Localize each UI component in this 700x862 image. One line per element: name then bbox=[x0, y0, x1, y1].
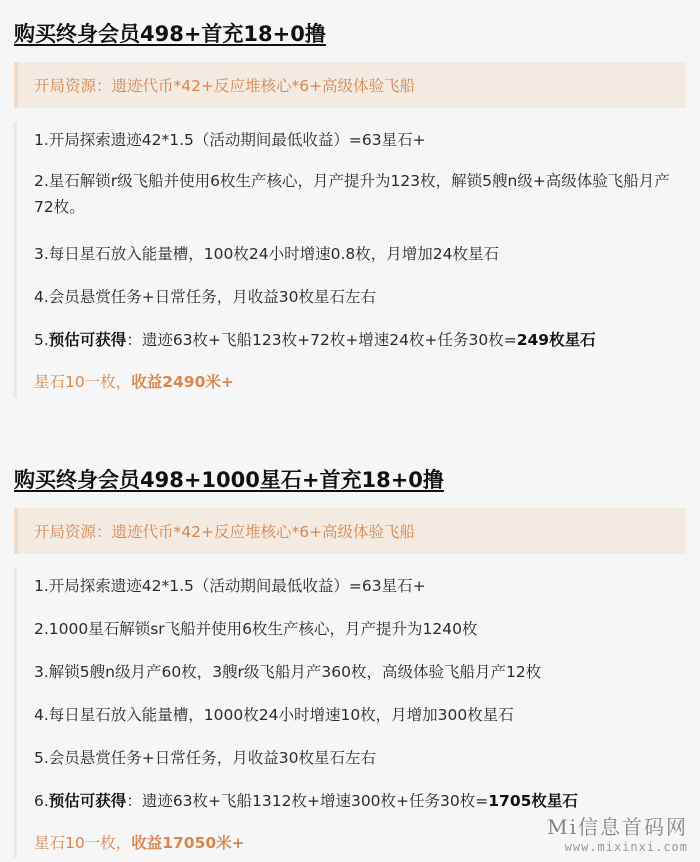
estimate-body: ：遗迹63枚+飞船1312枚+增速300枚+任务30枚= bbox=[126, 792, 489, 810]
estimate-label: 预估可获得 bbox=[48, 331, 127, 349]
estimate-prefix: 6. bbox=[34, 792, 49, 810]
estimate-label: 预估可获得 bbox=[48, 792, 127, 810]
estimate-total: 1705枚星石 bbox=[488, 792, 578, 810]
list-item: 2.星石解锁r级飞船并使用6枚生产核心，月产提升为123枚，解锁5艘n级+高级体验飞船月产72枚。 bbox=[34, 172, 670, 216]
list-item: 3.每日星石放入能量槽，100枚24小时增速0.8枚，月增加24枚星石 bbox=[34, 245, 499, 263]
watermark-name: Mi信息首码网 bbox=[547, 815, 688, 839]
list-item: 3.解锁5艘n级月产60枚，3艘r级飞船月产360枚，高级体验飞船月产12枚 bbox=[34, 663, 542, 681]
starting-resources-text: 开局资源：遗迹代币*42+反应堆核心*6+高级体验飞船 bbox=[34, 77, 416, 95]
list-item: 5.会员悬赏任务+日常任务，月收益30枚星石左右 bbox=[34, 749, 377, 767]
list-item: 1.开局探索遗迹42*1.5（活动期间最低收益）=63星石+ bbox=[34, 577, 426, 595]
summary-value: 收益2490米+ bbox=[131, 373, 234, 391]
list-item: 4.每日星石放入能量槽，1000枚24小时增速10枚，月增加300枚星石 bbox=[34, 706, 514, 724]
site-watermark bbox=[547, 811, 688, 854]
estimate-total: 249枚星石 bbox=[516, 331, 596, 349]
estimate-body: ：遗迹63枚+飞船123枚+72枚+增速24枚+任务30枚= bbox=[126, 331, 517, 349]
revenue-summary bbox=[34, 831, 245, 853]
starting-resources-text: 开局资源：遗迹代币*42+反应堆核心*6+高级体验飞船 bbox=[34, 523, 416, 541]
estimate-prefix: 5. bbox=[34, 331, 49, 349]
list-item: 1.开局探索遗迹42*1.5（活动期间最低收益）=63星石+ bbox=[34, 131, 426, 149]
section-title: 购买终身会员498+首充18+0撸 bbox=[14, 22, 326, 46]
starting-resources-box bbox=[14, 508, 686, 554]
list-item: 2.1000星石解锁sr飞船并使用6枚生产核心，月产提升为1240枚 bbox=[34, 620, 478, 638]
watermark-url: www.mixinxi.com bbox=[564, 840, 688, 854]
revenue-summary bbox=[34, 370, 234, 392]
estimate-line bbox=[34, 789, 578, 813]
starting-resources-box bbox=[14, 62, 686, 108]
summary-prefix: 星石10一枚， bbox=[34, 373, 132, 391]
estimate-line bbox=[34, 328, 596, 352]
summary-value: 收益17050米+ bbox=[131, 834, 245, 852]
list-item: 4.会员悬赏任务+日常任务，月收益30枚星石左右 bbox=[34, 288, 377, 306]
benefit-list bbox=[14, 122, 686, 398]
section-title: 购买终身会员498+1000星石+首充18+0撸 bbox=[14, 468, 444, 492]
summary-prefix: 星石10一枚， bbox=[34, 834, 132, 852]
